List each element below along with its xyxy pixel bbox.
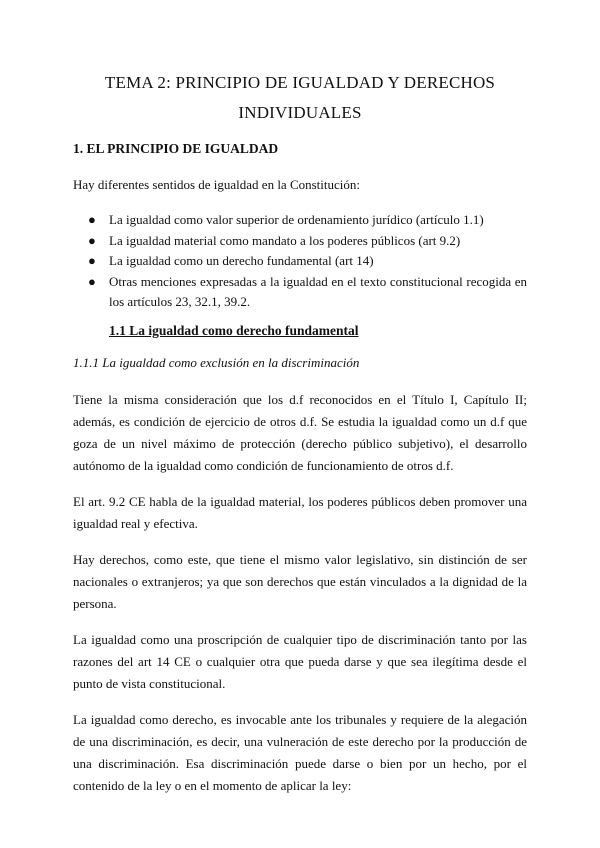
bullet-icon: ● bbox=[88, 273, 96, 289]
body-paragraph: Tiene la misma consideración que los d.f reconocidos en el Título I, Capítulo II; además, es condición de ejercicio de otros d.f. Se estudia la igualdad como un d.f que goza de un nivel máximo de protección (derecho público subjetivo), el desarrollo autónomo de la igualdad como condición de funcionamiento de otros d.f. bbox=[73, 391, 527, 473]
bullet-icon: ● bbox=[88, 232, 96, 248]
list-item-text: La igualdad material como mandato a los poderes públicos (art 9.2) bbox=[109, 232, 461, 248]
body-paragraph: Hay derechos, como este, que tiene el mismo valor legislativo, sin distinción de ser nacionales o extranjeros; ya que son derechos que están vinculados a la dignidad de la persona. bbox=[73, 551, 527, 611]
list-item-text: Otras menciones expresadas a la igualdad en el texto constitucional recogida en los artículos 23, 32.1, 39.2. bbox=[109, 273, 527, 309]
title-line-1: TEMA 2: PRINCIPIO DE IGUALDAD Y DERECHOS bbox=[104, 73, 496, 92]
intro-paragraph: Hay diferentes sentidos de igualdad en la Constitución: bbox=[73, 177, 361, 192]
list-item bbox=[73, 272, 527, 313]
list-item bbox=[73, 231, 527, 252]
body-paragraph: El art. 9.2 CE habla de la igualdad material, los poderes públicos deben promover una igualdad real y efectiva. bbox=[73, 493, 527, 531]
bullet-list bbox=[73, 210, 527, 313]
list-item-text: La igualdad como valor superior de ordenamiento jurídico (artículo 1.1) bbox=[109, 212, 484, 227]
list-item-text: La igualdad como un derecho fundamental (art 14) bbox=[109, 253, 374, 268]
list-item bbox=[73, 251, 527, 272]
subsection-heading: 1.1 La igualdad como derecho fundamental bbox=[109, 322, 359, 338]
subsubsection-heading: 1.1.1 La igualdad como exclusión en la discriminación bbox=[73, 354, 360, 370]
body-paragraph: La igualdad como derecho, es invocable ante los tribunales y requiere de la alegación de una discriminación, es decir, una vulneración de este derecho por la producción de una discriminación. Esa discriminación puede darse o bien por un hecho, por el contenido de la ley o en el momento de aplicar la ley: bbox=[73, 711, 527, 793]
bullet-icon: ● bbox=[88, 253, 96, 268]
body-paragraph: La igualdad como una proscripción de cualquier tipo de discriminación tanto por las razones del art 14 CE o cualquier otra que pueda darse y que sea ilegítima desde el punto de vista constitucional. bbox=[73, 631, 527, 691]
section-heading: 1. EL PRINCIPIO DE IGUALDAD bbox=[73, 141, 279, 156]
bullet-icon: ● bbox=[88, 212, 96, 227]
title-line-2: INDIVIDUALES bbox=[238, 103, 362, 122]
list-item bbox=[73, 210, 527, 231]
page-title bbox=[73, 68, 527, 128]
